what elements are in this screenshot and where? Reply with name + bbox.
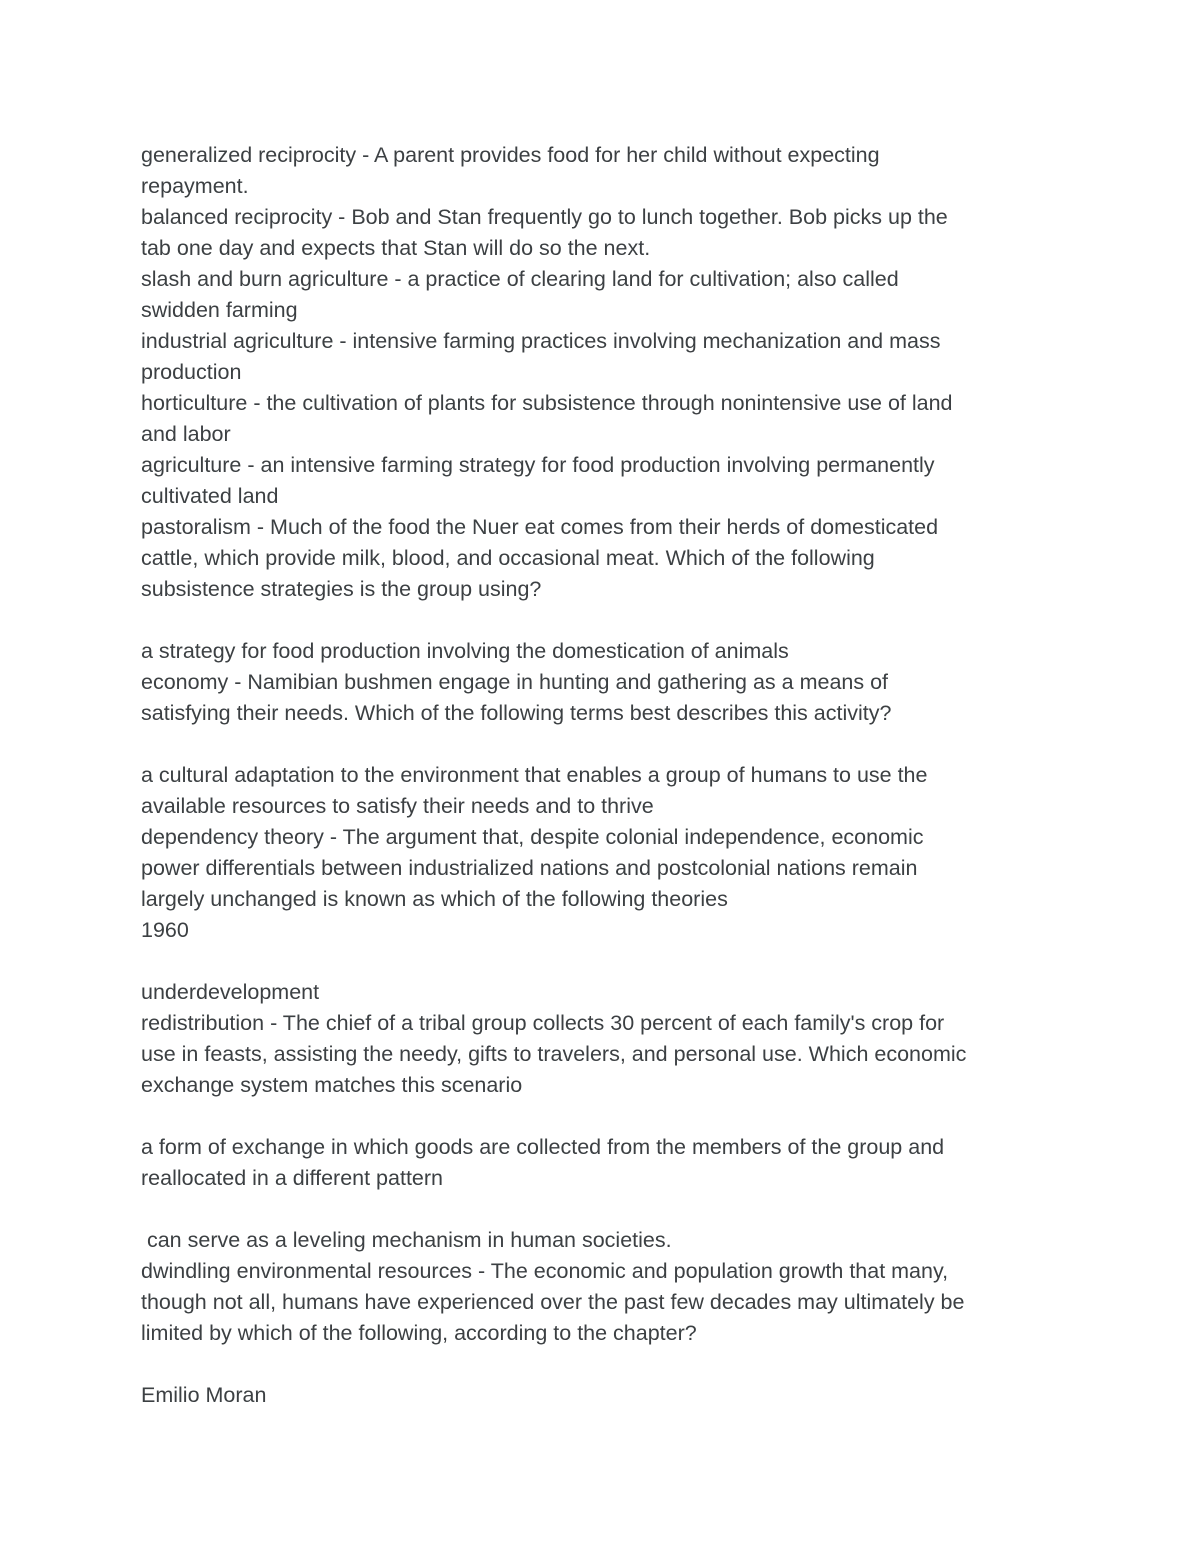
blank-line: [141, 1194, 1071, 1225]
text-line: generalized reciprocity - A parent provides food for her child without expecting: [141, 143, 880, 167]
text-line: cattle, which provide milk, blood, and occasional meat. Which of the following: [141, 546, 875, 570]
text-line: available resources to satisfy their needs and to thrive: [141, 794, 654, 818]
text-line: power differentials between industrialized nations and postcolonial nations remain: [141, 856, 918, 880]
text-line: limited by which of the following, according to the chapter?: [141, 1321, 697, 1345]
blank-line: [141, 1101, 1071, 1132]
text-line: economy - Namibian bushmen engage in hunting and gathering as a means of: [141, 670, 889, 694]
text-line: repayment.: [141, 174, 249, 198]
text-line: a cultural adaptation to the environment that enables a group of humans to use the: [141, 763, 928, 787]
text-line: use in feasts, assisting the needy, gifts to travelers, and personal use. Which economic: [141, 1042, 967, 1066]
text-line: dwindling environmental resources - The economic and population growth that many,: [141, 1259, 949, 1283]
blank-line: [141, 605, 1071, 636]
text-line: agriculture - an intensive farming strategy for food production involving permanently: [141, 453, 935, 477]
blank-line: [141, 729, 1071, 760]
text-line: cultivated land: [141, 484, 279, 508]
text-line: industrial agriculture - intensive farming practices involving mechanization and mass: [141, 329, 941, 353]
text-line: Emilio Moran: [141, 1383, 267, 1407]
document-page: [141, 140, 1071, 1411]
text-line: and labor: [141, 422, 231, 446]
text-line: though not all, humans have experienced over the past few decades may ultimately be: [141, 1290, 965, 1314]
text-line: underdevelopment: [141, 980, 320, 1004]
text-line: slash and burn agriculture - a practice of clearing land for cultivation; also called: [141, 267, 899, 291]
text-line: can serve as a leveling mechanism in human societies.: [141, 1228, 672, 1252]
blank-line: [141, 1349, 1071, 1380]
text-line: subsistence strategies is the group using?: [141, 577, 542, 601]
text-line: 1960: [141, 918, 189, 942]
text-line: reallocated in a different pattern: [141, 1166, 443, 1190]
text-line: a strategy for food production involving the domestication of animals: [141, 639, 789, 663]
text-line: dependency theory - The argument that, despite colonial independence, economic: [141, 825, 924, 849]
text-line: a form of exchange in which goods are collected from the members of the group and: [141, 1135, 945, 1159]
text-line: satisfying their needs. Which of the following terms best describes this activity?: [141, 701, 892, 725]
text-line: pastoralism - Much of the food the Nuer eat comes from their herds of domesticated: [141, 515, 939, 539]
text-line: largely unchanged is known as which of the following theories: [141, 887, 728, 911]
text-line: redistribution - The chief of a tribal group collects 30 percent of each family's crop for: [141, 1011, 945, 1035]
text-line: swidden farming: [141, 298, 298, 322]
text-line: horticulture - the cultivation of plants for subsistence through nonintensive use of land: [141, 391, 953, 415]
text-line: balanced reciprocity - Bob and Stan frequently go to lunch together. Bob picks up the: [141, 205, 948, 229]
text-line: production: [141, 360, 242, 384]
text-line: exchange system matches this scenario: [141, 1073, 523, 1097]
blank-line: [141, 946, 1071, 977]
text-line: tab one day and expects that Stan will do so the next.: [141, 236, 651, 260]
